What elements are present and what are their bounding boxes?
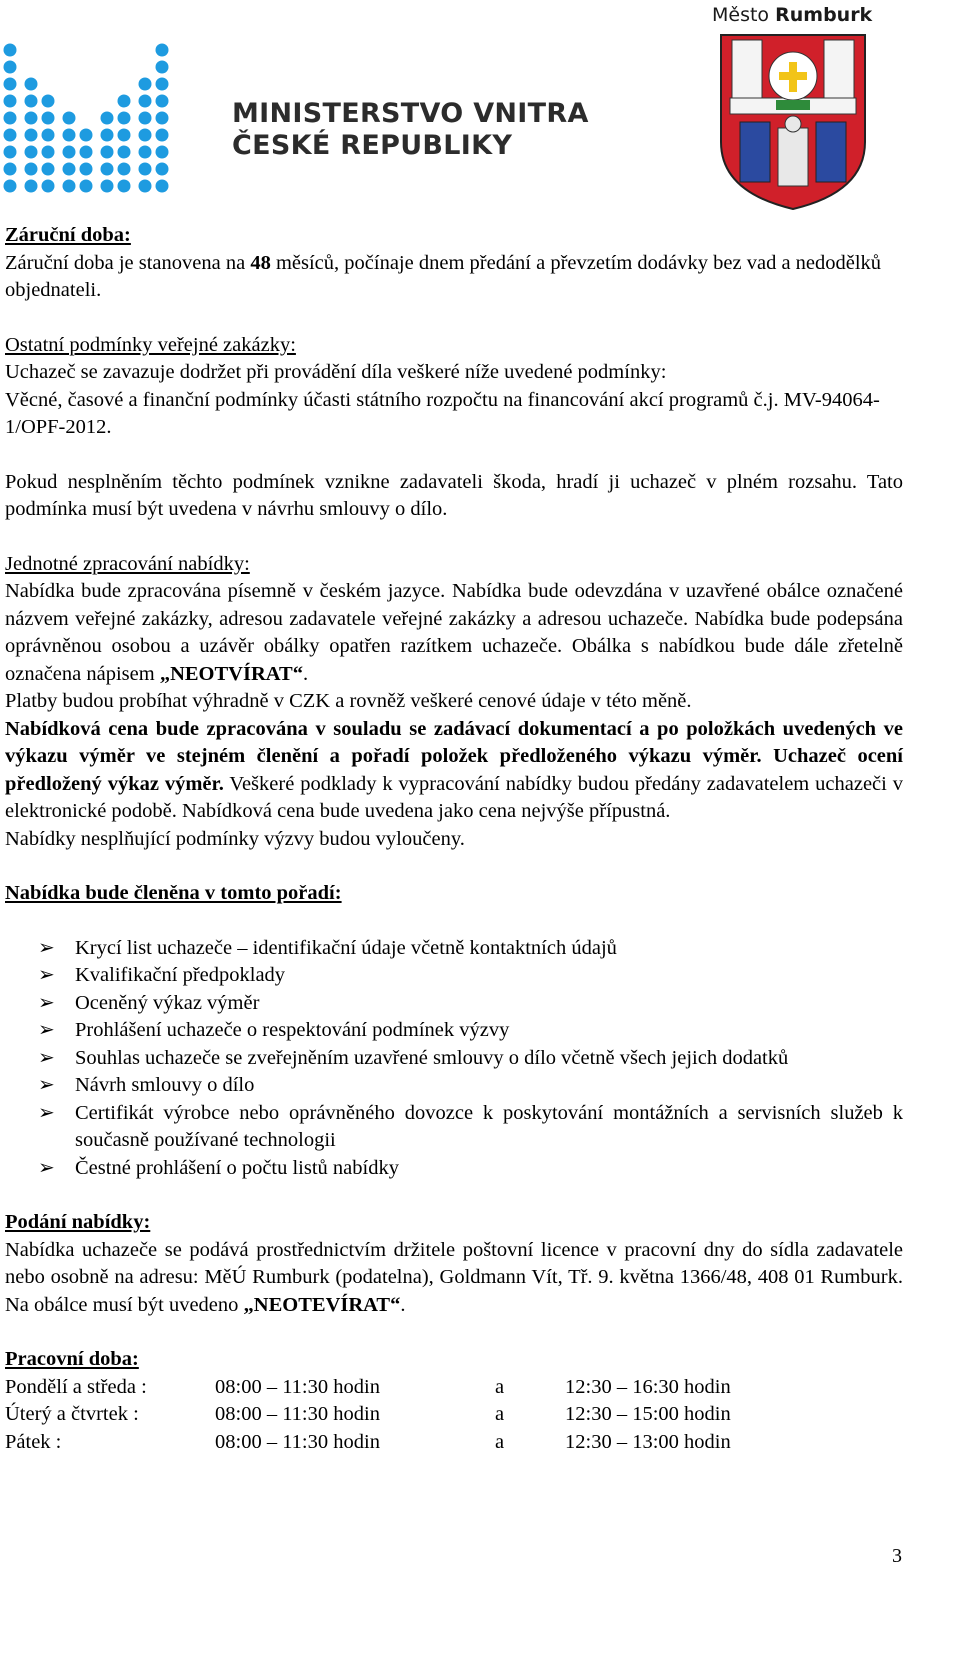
spacer [5,305,903,332]
logo-dot [156,78,169,91]
arrow-bullet-icon: ➢ [38,991,55,1014]
logo-dot [63,163,76,176]
logo-dot [80,180,93,193]
logo-dot [4,61,17,74]
hours-morning: 08:00 – 11:30 hodin [215,1430,380,1453]
logo-dot [63,146,76,159]
logo-dot [63,112,76,125]
hours-morning: 08:00 – 11:30 hodin [215,1403,380,1425]
list-item-text: Čestné prohlášení o počtu listů nabídky [75,1156,399,1179]
uniform-processing-para3 [5,716,903,826]
logo-dot [101,129,114,142]
page-number: 3 [892,1545,902,1567]
logo-dot [80,129,93,142]
document-body [5,222,903,1456]
arrow-bullet-icon: ➢ [38,964,55,986]
list-item-text: Krycí list uchazeče – identifikační údaje včetně kontaktních údajů [75,936,617,959]
logo-dot [156,95,169,108]
list-item [5,1045,903,1073]
uniform-processing-para1 [5,578,903,688]
logo-dot [25,112,38,125]
hours-days: Úterý a čtvrtek : [5,1403,139,1425]
no-open-marking-2: „NEOTEVÍRAT“ [243,1293,401,1316]
arrow-bullet-icon: ➢ [38,1074,55,1096]
list-item-text: Souhlas uchazeče se zveřejněním uzavřené smlouvy o dílo včetně všech jejich dodatků [75,1046,789,1069]
logo-dot [101,112,114,125]
table-row [5,1429,731,1457]
logo-dot [156,163,169,176]
list-item-text: Návrh smlouvy o dílo [75,1074,255,1096]
submission-text [5,1237,903,1320]
logo-dot [156,129,169,142]
hours-conjunction: a [495,1375,505,1398]
logo-dot [118,163,131,176]
spacer [5,908,903,935]
list-item [5,1072,903,1100]
uniform-processing-para4: Nabídky nesplňující podmínky výzvy budou vyloučeny. [5,827,465,850]
logo-dot [101,146,114,159]
logo-dot [156,44,169,57]
logo-dot [42,112,55,125]
logo-dot [139,180,152,193]
warranty-text-start: Záruční doba je stanovena na [5,251,251,274]
list-item-text: Oceněný výkaz výměr [75,991,260,1014]
logo-dot [118,112,131,125]
logo-dot [118,95,131,108]
ministry-name-line1: MINISTERSTVO VNITRA [232,98,589,129]
logo-dot [4,95,17,108]
logo-dot [25,163,38,176]
logo-dot [42,146,55,159]
logo-dot [156,146,169,159]
list-item [5,990,903,1018]
uniform-processing-para1-end: . [302,662,309,685]
list-item [5,1100,903,1155]
logo-dot [139,95,152,108]
logo-dot [4,78,17,91]
spacer [5,442,903,469]
logo-dot [80,163,93,176]
table-row [5,1401,731,1429]
hours-days: Pondělí a středa : [5,1375,147,1398]
arrow-bullet-icon: ➢ [38,1101,55,1124]
logo-dot [42,129,55,142]
coat-of-arms-icon [718,32,868,212]
arrow-bullet-icon: ➢ [38,936,55,959]
other-conditions-paragraph: Pokud nesplněním těchto podmínek vznikne zadavateli škoda, hradí ji uchazeč v plném rozsahu. Tato podmínka musí být uvedena v návrhu smlouvy o dílo. [5,470,903,520]
logo-dot [42,180,55,193]
table-row [5,1374,731,1402]
logo-dot [4,180,17,193]
city-name [712,4,872,26]
logo-dot [42,95,55,108]
logo-dot [139,129,152,142]
warranty-text [5,250,903,305]
ministry-dot-logo [0,40,200,200]
spacer [5,853,903,880]
logo-dot [101,163,114,176]
submission-text-end: . [400,1293,406,1316]
logo-dot [4,44,17,57]
logo-dot [139,163,152,176]
list-item-text: Prohlášení uchazeče o respektování podmínek výzvy [75,1019,510,1041]
arrow-bullet-icon: ➢ [38,1046,55,1069]
arrow-bullet-icon: ➢ [38,1019,55,1041]
spacer [5,1182,903,1209]
hours-conjunction: a [495,1403,505,1425]
logo-dot [101,180,114,193]
logo-dot [139,146,152,159]
hours-conjunction: a [495,1430,505,1453]
spacer [5,524,903,551]
logo-dot [139,78,152,91]
logo-dot [63,180,76,193]
list-item [5,962,903,990]
list-item-text: Kvalifikační předpoklady [75,964,286,986]
list-item-text: Certifikát výrobce nebo oprávněného dovozce k poskytování montážních a servisních služeb k současně používané technologii [75,1101,903,1151]
logo-dot [156,61,169,74]
logo-dot [118,146,131,159]
arrow-bullet-icon: ➢ [38,1156,55,1179]
office-hours-table [5,1374,731,1457]
other-conditions-heading: Ostatní podmínky veřejné zakázky: [5,333,296,356]
order-heading: Nabídka bude členěna v tomto pořadí: [5,882,342,904]
price-requirement: Nabídková cena bude zpracována v souladu se zadávací dokumentací a po položkách uvedených ve výkazu výměr ve stejném členění a pořadí položek předloženého výkazu výměr. Uchazeč ocení předložený výkaz výměr. [5,717,903,795]
other-conditions-line2: Věcné, časové a finanční podmínky účasti státního rozpočtu na financování akcí programů č.j. MV-94064-1/OPF-2012. [5,388,880,438]
hours-days: Pátek : [5,1430,62,1453]
ministry-name [232,98,589,162]
uniform-processing-para1-text: Nabídka bude zpracována písemně v českém jazyce. Nabídka bude odevzdána v uzavřené obálce označené názvem veřejné zakázky, adresou zadavatele veřejné zakázky a adresou uchazeče. Nabídka bude podepsána oprávněnou osobou a uzávěr obálky opatřen razítkem uchazeče. Obálka s nabídkou bude dále zřetelně označena nápisem [5,580,903,685]
hours-afternoon: 12:30 – 15:00 hodin [565,1403,731,1425]
warranty-text-end: měsíců, počínaje dnem předání a převzetím dodávky bez vad a nedodělků objednateli. [5,251,882,301]
logo-dot [25,146,38,159]
logo-dot [4,146,17,159]
logo-dot [4,112,17,125]
logo-dot [25,78,38,91]
city-title: Rumburk [775,4,873,26]
logo-dot [25,129,38,142]
logo-dot [4,163,17,176]
logo-dot [80,146,93,159]
logo-dot [156,180,169,193]
logo-dot [118,129,131,142]
logo-dot [42,163,55,176]
uniform-processing-para2: Platby budou probíhat výhradně v CZK a rovněž veškeré cenové údaje v této měně. [5,690,692,712]
city-prefix: Město [712,4,770,26]
list-item [5,1017,903,1045]
submission-text-body: Nabídka uchazeče se podává prostřednictvím držitele poštovní licence v pracovní dny do sídla zadavatele nebo osobně na adresu: MěÚ Rumburk (podatelna), Goldmann Vít, Tř. 9. května 1366/48, 408 01 Rumburk. Na obálce musí být uvedeno [5,1238,903,1316]
logo-dot [25,95,38,108]
ministry-name-line2: ČESKÉ REPUBLIKY [232,130,513,161]
spacer [5,1319,903,1346]
logo-dot [25,180,38,193]
list-item [5,935,903,963]
logo-dot [118,180,131,193]
hours-afternoon: 12:30 – 16:30 hodin [565,1375,731,1398]
hours-heading: Pracovní doba: [5,1348,139,1370]
hours-afternoon: 12:30 – 13:00 hodin [565,1430,731,1453]
other-conditions-line1: Uchazeč se zavazuje dodržet při provádění díla veškeré níže uvedené podmínky: [5,361,667,383]
page-header [0,0,960,230]
warranty-months: 48 [250,251,271,274]
price-requirement-rest: Veškeré podklady k vypracování nabídky budou předány zadavatelem uchazeči v elektronické podobě. Nabídková cena bude uvedena jako cena nejvýše přípustná. [5,772,903,822]
list-item [5,1155,903,1183]
hours-morning: 08:00 – 11:30 hodin [215,1375,380,1398]
logo-dot [4,129,17,142]
logo-dot [139,112,152,125]
no-open-marking: „NEOTVÍRAT“ [159,662,303,685]
logo-dot [63,129,76,142]
logo-dot [156,112,169,125]
uniform-processing-heading: Jednotné zpracování nabídky: [5,552,250,575]
order-list [5,935,903,1183]
submission-heading: Podání nabídky: [5,1211,151,1233]
warranty-heading: Záruční doba: [5,224,131,246]
